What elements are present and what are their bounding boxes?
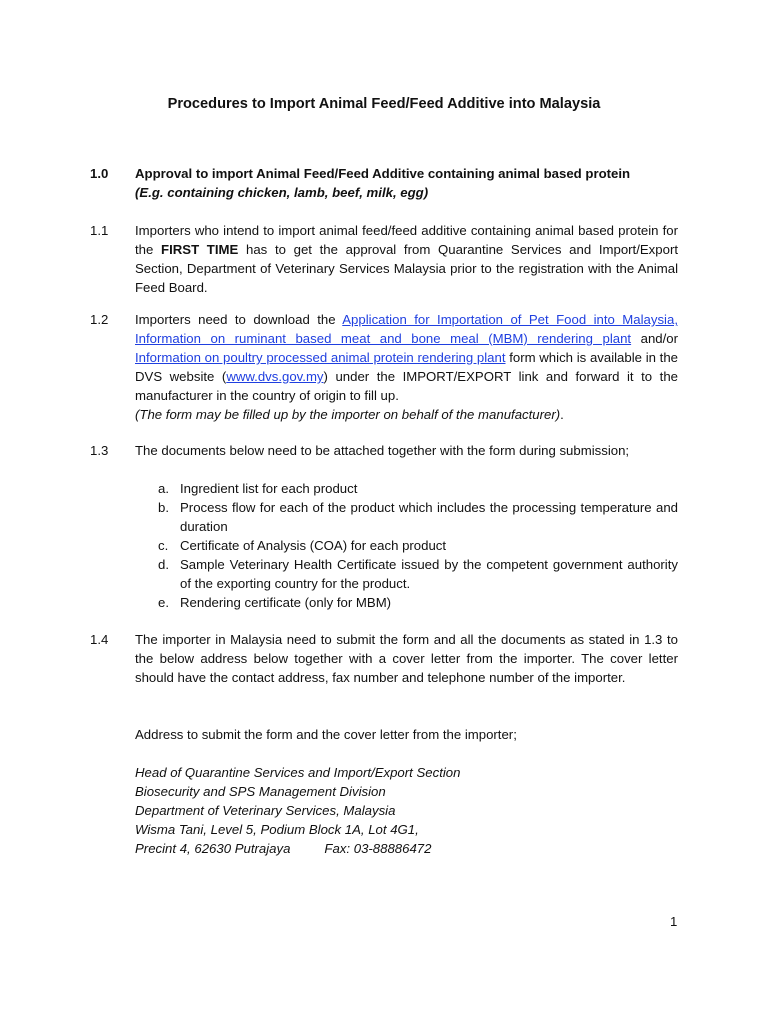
address-intro-block — [90, 725, 678, 744]
form-note: (The form may be filled up by the importer on behalf of the manufacturer) — [135, 407, 561, 422]
dvs-website-link[interactable]: www.dvs.gov.my — [226, 369, 324, 384]
emphasis-text: FIRST TIME — [161, 242, 239, 257]
list-item-text: Process flow for each of the product which includes the processing temperature and duration — [180, 500, 678, 534]
address-line — [135, 839, 460, 858]
ruminant-mbm-info-link[interactable]: Information on ruminant based meat and bone meal (MBM) rendering plant — [135, 331, 632, 346]
section-heading: Approval to import Animal Feed/Feed Additive containing animal based protein — [135, 166, 631, 181]
address-city: Precint 4, 62630 Putrajaya — [135, 841, 291, 856]
section-example: (E.g. containing chicken, lamb, beef, milk, egg) — [135, 185, 429, 200]
section-paragraph: The documents below need to be attached together with the form during submission; — [135, 443, 630, 458]
section-number: 1.4 — [90, 632, 109, 647]
paragraph-text: Importers who intend to import animal feed/feed additive containing animal based protein for the — [135, 223, 678, 257]
pet-food-application-link[interactable]: Application for Importation of Pet Food into Malaysia, — [342, 312, 678, 327]
paragraph-text: form which is available in the DVS website ( — [135, 350, 679, 384]
section-1-1 — [90, 221, 678, 297]
paragraph-text: . — [560, 407, 564, 422]
paragraph-text: and/or — [631, 331, 678, 346]
section-number: 1.2 — [90, 312, 109, 327]
list-item — [158, 498, 678, 536]
section-1-0 — [90, 164, 678, 202]
list-item — [158, 593, 678, 612]
address-line: Wisma Tani, Level 5, Podium Block 1A, Lot 4G1, — [135, 822, 419, 837]
address-line: Biosecurity and SPS Management Division — [135, 784, 386, 799]
list-item — [158, 479, 678, 498]
documents-list — [158, 479, 678, 612]
section-number: 1.1 — [90, 223, 109, 238]
section-paragraph — [135, 221, 678, 297]
section-1-4 — [90, 630, 678, 687]
list-item-text: Certificate of Analysis (COA) for each product — [180, 538, 447, 553]
page-title: Procedures to Import Animal Feed/Feed Additive into Malaysia — [167, 96, 601, 112]
list-marker: a. — [158, 481, 169, 496]
list-marker: c. — [158, 538, 169, 553]
paragraph-text: Importers need to download the — [135, 312, 343, 327]
section-paragraph — [135, 310, 678, 424]
section-1-3 — [90, 441, 678, 460]
list-item — [158, 555, 678, 593]
list-item-text: Ingredient list for each product — [180, 481, 358, 496]
address-intro: Address to submit the form and the cover letter from the importer; — [135, 727, 517, 742]
section-paragraph: The importer in Malaysia need to submit the form and all the documents as stated in 1.3 to the below address below together with a cover letter from the importer. The cover letter should have the contact address, fax number and telephone number of the importer. — [135, 632, 678, 685]
list-item-text: Sample Veterinary Health Certificate issued by the competent government authority of the exporting country for the product. — [180, 557, 678, 591]
list-marker: d. — [158, 557, 169, 572]
list-item-text: Rendering certificate (only for MBM) — [180, 595, 392, 610]
address-line: Department of Veterinary Services, Malaysia — [135, 803, 396, 818]
section-1-2 — [90, 310, 678, 424]
page-number: 1 — [670, 914, 678, 929]
list-marker: b. — [158, 500, 169, 515]
fax-number: Fax: 03-88886472 — [324, 841, 432, 856]
poultry-protein-info-link[interactable]: Information on poultry processed animal protein rendering plant — [135, 350, 506, 365]
section-number: 1.0 — [90, 166, 109, 181]
paragraph-text: ) under the IMPORT/EXPORT link and forward it to the manufacturer in the country of origin to fill up. — [135, 369, 678, 403]
submission-address — [135, 763, 460, 858]
section-number: 1.3 — [90, 443, 109, 458]
paragraph-text: has to get the approval from Quarantine Services and Import/Export Section, Department of Veterinary Services Malaysia prior to the registration with the Animal Feed Board. — [135, 242, 679, 295]
address-line: Head of Quarantine Services and Import/Export Section — [135, 765, 461, 780]
list-marker: e. — [158, 595, 169, 610]
list-item — [158, 536, 678, 555]
